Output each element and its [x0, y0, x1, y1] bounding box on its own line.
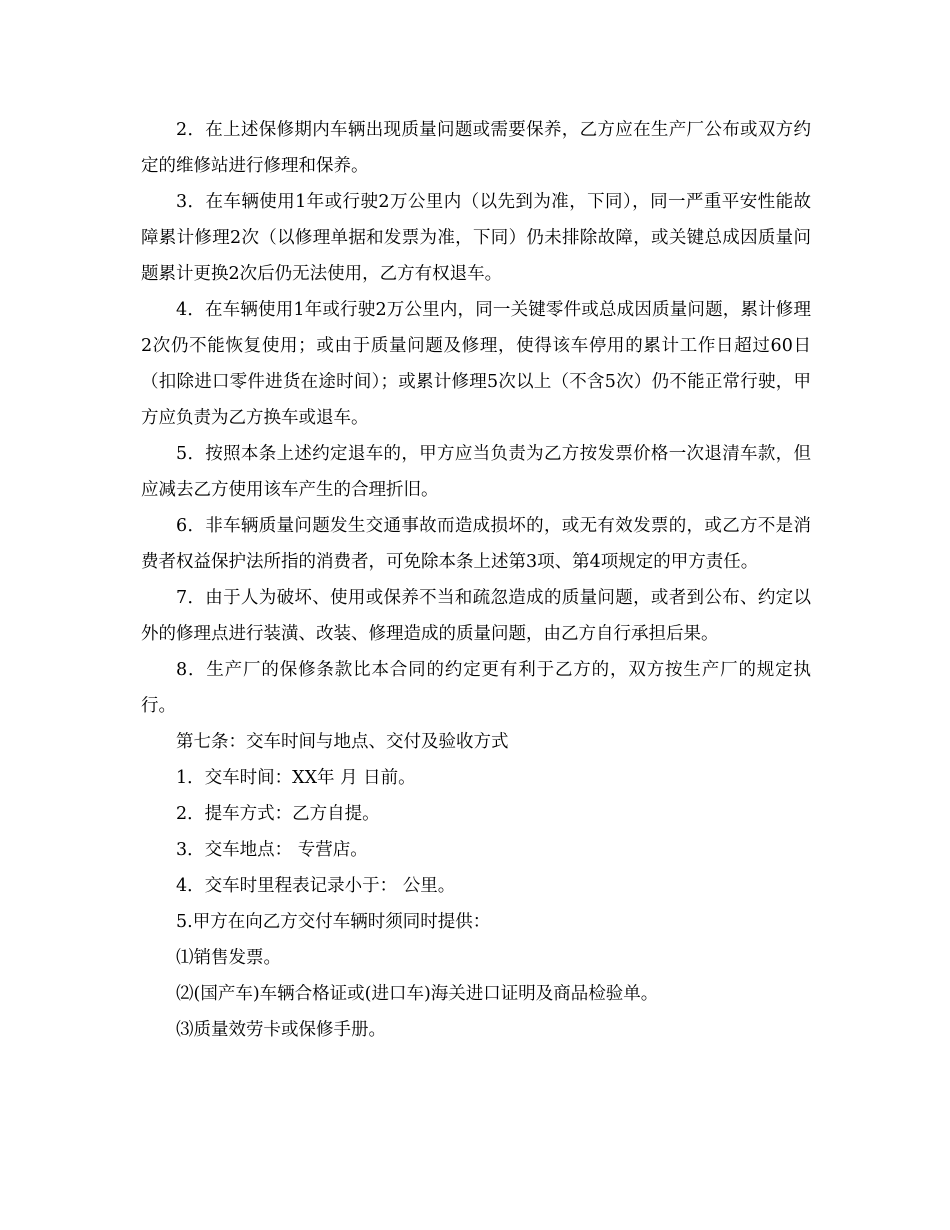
article-heading: 第七条：交车时间与地点、交付及验收方式: [176, 732, 509, 752]
sub-list-item: ⑴销售发票。: [176, 948, 281, 968]
list-item: 1．交车时间：XX年 月 日前。: [176, 768, 416, 788]
sub-list-item: ⑵(国产车)车辆合格证或(进口车)海关进口证明及商品检验单。: [176, 984, 659, 1004]
list-item: 2．提车方式：乙方自提。: [176, 804, 380, 824]
clause-paragraph: 7．由于人为破坏、使用或保养不当和疏忽造成的质量问题，或者到公布、约定以外的修理点进行装潢、改装、修理造成的质量问题，由乙方自行承担后果。: [141, 588, 811, 644]
list-item: 4．交车时里程表记录小于： 公里。: [176, 876, 456, 896]
list-item: 5.甲方在向乙方交付车辆时须同时提供：: [176, 912, 491, 932]
document-body: [141, 112, 811, 1048]
clause-paragraph: 6．非车辆质量问题发生交通事故而造成损坏的，或无有效发票的，或乙方不是消费者权益保护法所指的消费者，可免除本条上述第3项、第4项规定的甲方责任。: [141, 516, 811, 572]
clause-paragraph: 3．在车辆使用1年或行驶2万公里内（以先到为准，下同），同一严重平安性能故障累计修理2次（以修理单据和发票为准，下同）仍未排除故障，或关键总成因质量问题累计更换2次后仍无法使用，乙方有权退车。: [141, 192, 811, 284]
clause-paragraph: 2．在上述保修期内车辆出现质量问题或需要保养，乙方应在生产厂公布或双方约定的维修站进行修理和保养。: [141, 120, 811, 176]
clause-paragraph: 4．在车辆使用1年或行驶2万公里内，同一关键零件或总成因质量问题，累计修理2次仍不能恢复使用；或由于质量问题及修理，使得该车停用的累计工作日超过60日（扣除进口零件进货在途时间）；或累计修理5次以上（不含5次）仍不能正常行驶，甲方应负责为乙方换车或退车。: [141, 300, 811, 428]
sub-list-item: ⑶质量效劳卡或保修手册。: [176, 1020, 386, 1040]
clause-paragraph: 5．按照本条上述约定退车的，甲方应当负责为乙方按发票价格一次退清车款，但应减去乙方使用该车产生的合理折旧。: [141, 444, 811, 500]
list-item: 3．交车地点： 专营店。: [176, 840, 368, 860]
clause-paragraph: 8．生产厂的保修条款比本合同的约定更有利于乙方的，双方按生产厂的规定执行。: [141, 660, 811, 716]
